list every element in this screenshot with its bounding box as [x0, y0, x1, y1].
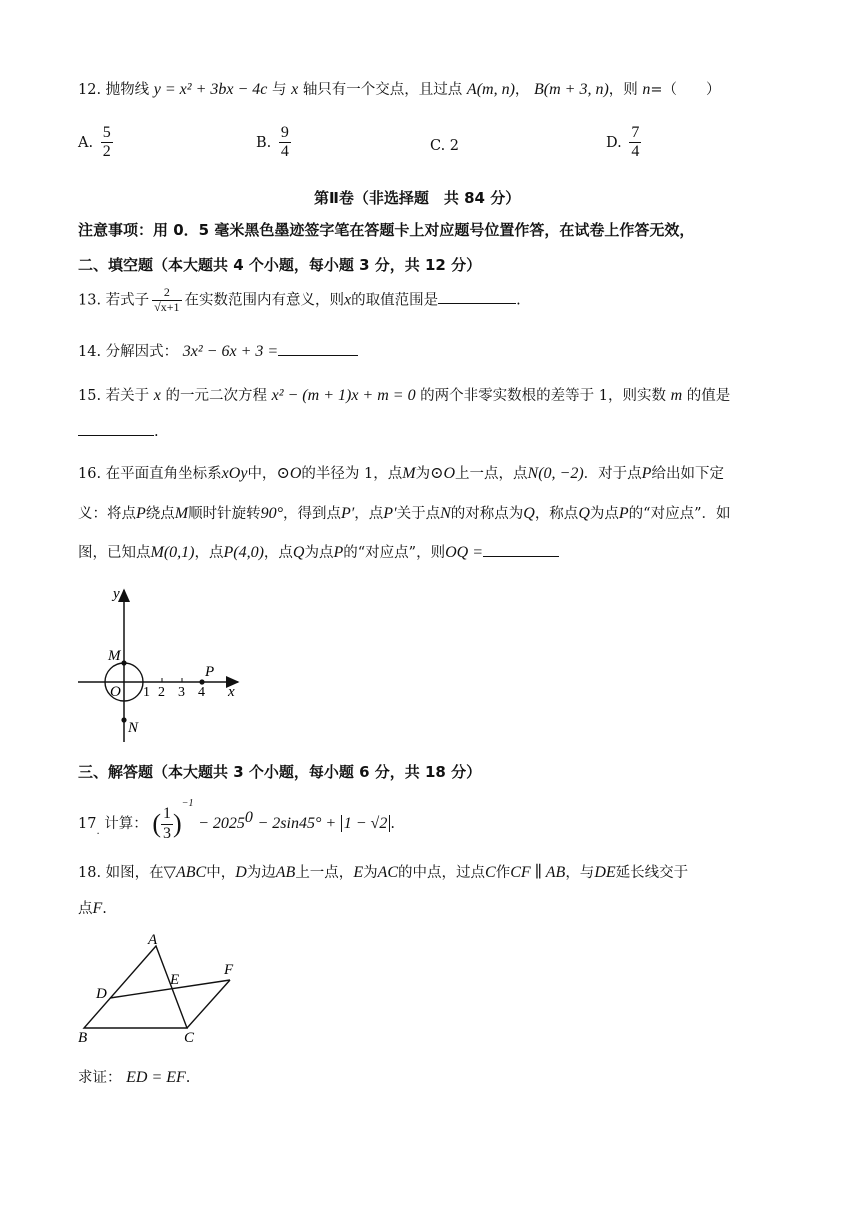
label-m: M: [108, 648, 121, 664]
triangle-figure: [72, 928, 252, 1050]
line-cf: [187, 980, 230, 1028]
fraction: $\frac{9}{4}$: [280, 124, 289, 161]
point-n: [121, 717, 126, 722]
question-15: 15. 若关于 x 的一元二次方程 x² − (m + 1)x + m = 0 的两个非零实数根的差等于 1，则实数 m 的值是: [78, 387, 731, 404]
svg-text:A: A: [148, 932, 158, 948]
svg-text:C: C: [184, 1030, 195, 1046]
tick-4: 4: [198, 685, 205, 700]
question-15-blank: .: [78, 424, 159, 440]
part-title: 第Ⅱ卷（非选择题 共 84 分）: [314, 189, 521, 207]
coordinate-figure: [72, 582, 252, 750]
notice: 注意事项：用 0．5 毫米黑色墨迹签字笔在答题卡上对应题号位置作答，在试卷上作答无效，: [78, 221, 695, 239]
svg-text:D: D: [96, 986, 107, 1002]
option-c[interactable]: C. 2: [430, 138, 460, 154]
svg-text:F: F: [224, 962, 234, 978]
answer-blank[interactable]: [438, 303, 516, 304]
label-y: y: [113, 586, 120, 602]
section-title: 二、填空题（本大题共 4 个小题，每小题 3 分，共 12 分）: [78, 256, 482, 274]
question-16-line1: 16. 在平面直角坐标系xOy中，⊙O的半径为 1，点M为⊙O上一点，点N(0, −2)．对于点P给出如下定: [78, 465, 724, 482]
question-17: $17_.$ 计算： ( $\frac{1}{3}$ )$^{-1} - 2025^0 - 2\sin 45^\circ + 1 - √2$ .: [78, 798, 395, 842]
label-x: x: [228, 684, 235, 700]
question-16-line2: 义：将点P绕点M顺时针旋转90°，得到点P′，点P′关于点N的对称点为Q，称点Q为点P的“对应点”．如: [78, 505, 731, 522]
option-a[interactable]: A. $\frac{5}{2}$: [78, 124, 111, 161]
tick-1: 1: [143, 685, 150, 700]
question-16-line3: 图，已知点M(0,1)，点P(4,0)，点Q为点P的“对应点”，则OQ =: [78, 541, 559, 562]
question-18-line2: 点F.: [78, 900, 107, 917]
answer-blank[interactable]: [278, 355, 358, 356]
svg-text:B: B: [78, 1030, 88, 1046]
tick-2: 2: [158, 685, 165, 700]
answer-blank[interactable]: [483, 556, 559, 557]
fraction: $\frac{5}{2}$: [102, 124, 111, 161]
point-m: [121, 660, 126, 665]
prove-statement: 求证： ED = EF.: [78, 1069, 191, 1086]
question-18-line1: 18. 如图，在▽ABC中，D为边AB上一点，E为AC的中点，过点C作CF ∥ AB，与DE延长线交于: [78, 864, 689, 881]
label-o: O: [110, 684, 121, 700]
option-b[interactable]: B. $\frac{9}{4}$: [256, 124, 289, 161]
label-n: N: [128, 720, 139, 736]
section-title: 三、解答题（本大题共 3 个小题，每小题 6 分，共 18 分）: [78, 763, 482, 781]
tick-3: 3: [178, 685, 185, 700]
fraction: $\frac{2}{√x+1}$: [154, 285, 180, 314]
question-12: 12. 抛物线 y = x² + 3bx − 4c 与 x 轴只有一个交点，且过点 A(m, n)， B(m + 3, n)，则 n=（ ）: [78, 81, 721, 98]
answer-blank[interactable]: [78, 435, 154, 436]
question-14: 14. 分解因式： 3x² − 6x + 3 =: [78, 340, 358, 361]
option-d[interactable]: D. $\frac{7}{4}$: [606, 124, 640, 161]
question-13: 13. 若式子 $\frac{2}{√x+1}$ 在实数范围内有意义，则x的取值范围是 .: [78, 285, 521, 314]
label-p: P: [205, 664, 215, 680]
fraction: $\frac{7}{4}$: [631, 124, 640, 161]
fraction: $\frac{1}{3}$: [163, 805, 172, 842]
svg-text:E: E: [170, 972, 180, 988]
point-p: [199, 679, 204, 684]
